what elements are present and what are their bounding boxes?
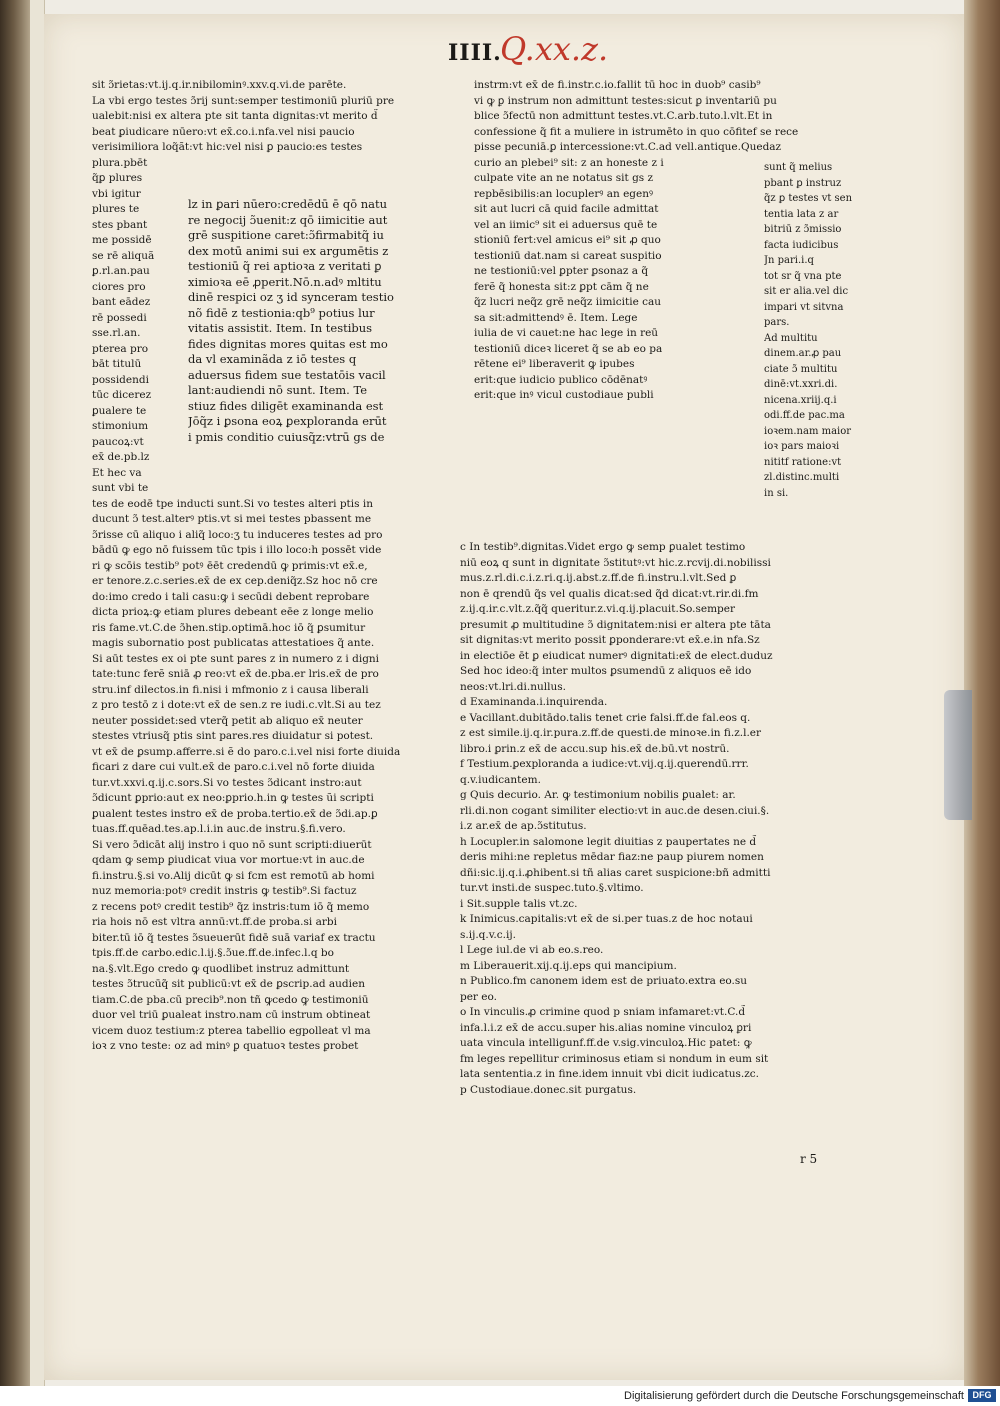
- left-column-line: paucoꝝ:vt: [92, 435, 144, 448]
- center-text-line: grē suspitione caret:ɔ̃firmabitq̃ iu: [188, 228, 384, 242]
- gloss-line: neos:vt.lri.di.nullus.: [460, 680, 566, 693]
- gloss-line: sit dignitas:vt merito possit ꝑponderare:vt ex̄.e.in nfa.Sz: [460, 634, 760, 646]
- gloss-line: z est simile.ij.q.ir.pura.z.ff.de questi.de minoꝛe.in fi.z.l.er: [460, 727, 762, 739]
- left-column-line: pterea pro: [92, 342, 149, 355]
- dfg-logo: DFG: [968, 1389, 996, 1402]
- left-column-line: La vbi ergo testes ɔ̃rij sunt:semper testimoniū pluriū pre: [92, 94, 395, 107]
- center-text-line: fides dignitas mores ꝗuitas est mo: [188, 336, 388, 351]
- left-column-line: ria hois nō est vltra annū:vt.ff.de proba.si arbi: [92, 916, 337, 928]
- margin-gloss-line: impari vt sitvna: [764, 301, 844, 313]
- gloss-line: niū eoꝝ q sunt in dignitate ɔ̃stitutꝰ:vt hic.z.rcvij.di.nobilissi: [460, 556, 771, 569]
- left-column-line: ducunt ɔ̃ test.alterꝰ ptis.vt si mei testes pbassent me: [92, 513, 372, 525]
- gloss-line: libro.i ꝑrin.z ex̄ de accu.sup his.ex̄ de.bū.vt nostrū.: [460, 742, 730, 755]
- gloss-line: n Publico.fm canonem idem est de priuato.extra eo.su: [460, 975, 748, 987]
- left-column-line: do:imo credo i tali casu:ꝙ i secūdi debent reprobare: [92, 590, 370, 603]
- center-text-line: aduersus fidem sue testatōis vacil: [188, 367, 386, 382]
- right-text-line: sa sit:admittendꝰ ē. Item. Lege: [474, 311, 638, 324]
- center-text-line: lant:audiendi nō sunt. Item. Te: [188, 383, 368, 397]
- gloss-line: m Liberauerit.xij.q.ij.eps qui mancipium.: [460, 959, 677, 972]
- left-column-line: bādū ꝙ ego nō fuissem tūc tpis i illo loco:h possēt vide: [92, 544, 382, 556]
- left-column-line: neuter possidet:sed vterq̃ petit ab aliquo ex̄ neuter: [92, 714, 363, 727]
- right-text-line: stioniū fert:vel amicus ei⁹ sit ꝓ quo: [474, 234, 661, 246]
- left-column-line: biter.tū iō q̃ testes ɔ̃sueuerūt fidē suā variaf ex tractu: [92, 931, 376, 944]
- left-column-line: beat ꝑiudicare nūero:vt ex̄.co.i.nfa.vel nisi paucio: [92, 125, 355, 138]
- right-text-line: pisse pecuniā.ꝑ intercessione:vt.C.ad vell.antique.Quedaz: [474, 141, 782, 153]
- center-text-line: testioniū q̃ rei aptioꝛa z veritati ꝑ: [188, 259, 382, 273]
- right-text-line: erit:que iudicio publico cōdēnatꝰ: [474, 373, 648, 386]
- left-column-line: ɔ̃dicunt ꝑprio:aut ex neo:ꝑprio.h.in ꝙ testes ũi scripti: [92, 792, 374, 804]
- right-text-line: rētene ei⁹ liberaverit ꝙ ipubes: [474, 358, 635, 370]
- center-text-line: i pmis conditio cuiusq̃z:vtrū gs de: [188, 429, 385, 444]
- right-text-line: curio an plebei⁹ sit: z an honeste z i: [474, 156, 664, 169]
- left-column-line: Et hec va: [92, 466, 142, 479]
- left-column-line: me possidē: [92, 234, 152, 246]
- left-column-line: tur.vt.xxvi.q.ij.c.sors.Si vo testes ɔ̃dicant instro:aut: [92, 776, 362, 789]
- left-column-line: se rē aliquã: [92, 249, 155, 262]
- margin-gloss-line: sit er alia.vel dic: [764, 286, 849, 297]
- margin-gloss-line: in si.: [764, 487, 789, 499]
- right-text-line: culpate vite an ne notatus sit gs z: [474, 172, 654, 184]
- margin-gloss-line: dinē:vt.xxri.di.: [764, 379, 838, 390]
- left-column-line: plures te: [92, 203, 140, 215]
- quire-heading: Q.xx.z.: [500, 30, 609, 68]
- gloss-line: uata vincula intelligunf.ff.de v.sig.vinculoꝝ.Hic patet: ꝙ: [460, 1037, 752, 1049]
- left-column-line: possidendi: [92, 373, 149, 386]
- left-column-line: tiam.C.de pba.cū precib⁹.non tñ ꝙcedo ꝙ testimoniū: [92, 993, 369, 1006]
- left-column-line: sunt vbi te: [92, 482, 149, 494]
- left-column-line: nuz memoria:potꝰ credit instris ꝙ testib⁹.Si factuz: [92, 885, 357, 897]
- gloss-line: dñi:sic.ij.q.i.ꝓhibent.si tñ alias caret suspicione:bñ admitti: [460, 866, 771, 879]
- left-column-line: qdam ꝙ semp ꝑiudicat viua vor mortue:vt in auc.de: [92, 854, 365, 866]
- left-column-line: bāt titulū: [92, 358, 142, 370]
- left-column-line: tūc dicerez: [92, 389, 152, 401]
- margin-gloss-line: pars.: [764, 317, 790, 328]
- left-column-line: sit ɔ̃rietas:vt.ij.q.ir.nibilominꝰ.xxv.q.vi.de parēte.: [92, 79, 347, 91]
- gloss-line: presumit ꝓ multitudine ɔ̃ dignitatem:nisi er altera pte tāta: [460, 618, 771, 631]
- left-column-line: ꝑualent testes instro ex̄ de proba.tertio.ex̄ de ɔ̃di.ap.ꝑ: [92, 807, 378, 820]
- gloss-line: z.ij.q.ir.c.vlt.z.q̃q̃ queritur.z.vi.q.ij.placuit.So.semper: [460, 603, 736, 615]
- center-text-line: vitatis assistit. Item. In testibus: [188, 321, 373, 335]
- gloss-line: o In vinculis.ꝓ crimine quod p sniam infamaret:vt.C.d̃: [460, 1006, 746, 1018]
- gloss-line: f Testium.ꝑexploranda a iudice:vt.vij.q.ij.querendū.rrr.: [460, 758, 749, 770]
- left-column-line: stes pbant: [92, 218, 148, 231]
- center-text-line: da vl examinãda z iō testes q: [188, 352, 357, 366]
- left-column-line: verisimiliora loq̃ãt:vt hic:vel nisi ꝑ paucio:es testes: [92, 141, 363, 153]
- right-text-line: iulia de vi cauet:ne hac lege in reū: [474, 327, 659, 339]
- signature-mark: r 5: [800, 1152, 818, 1166]
- right-text-line: confessione q̃ fit a muliere in istrumēto in quo cōfitef se rece: [474, 125, 799, 138]
- left-column-line: bant eādez: [92, 296, 151, 308]
- gloss-line: h Locupler.in salomone legit diuitias z paupertates ne d̃: [460, 835, 757, 848]
- footer-credit: Digitalisierung gefördert durch die Deutsche Forschungsgemeinschaft: [624, 1390, 964, 1402]
- left-column-line: ciores pro: [92, 280, 146, 293]
- left-column-line: stestes vtriusq̃ ptis sint pares.res diuidatur si potest.: [92, 730, 374, 742]
- left-column-line: vt ex̄ de ꝑsump.afferre.si ẽ do paro.c.i.vel nisi forte diuida: [92, 745, 401, 758]
- center-text-line: lz in ꝑari nūero:credēdū ē qō natu: [188, 197, 388, 211]
- left-column-line: q̃ꝑ plures: [92, 172, 143, 184]
- left-column-line: er tenore.z.c.series.ex̄ de ex cep.deniq̃z.Sz hoc nō cre: [92, 575, 378, 587]
- left-column-line: stru.inf dilectos.in fi.nisi i mfmonio z i causa liberali: [92, 683, 369, 696]
- left-column-line: ris fame.vt.C.de ɔ̃hen.stip.optimā.hoc iō q̃ ꝑsumitur: [92, 621, 366, 634]
- margin-gloss-line: facta iudicibus: [764, 239, 839, 251]
- left-column-line: plura.pbēt: [92, 156, 148, 169]
- left-column-line: na.§.vlt.Ego credo ꝙ quodlibet instruz admittunt: [92, 962, 350, 975]
- left-column-line: testes ɔ̃trucūq̃ sit publicū:vt ex̄ de ꝑscrip.ad audien: [92, 978, 365, 990]
- book-binding: [0, 0, 30, 1386]
- folio-number: IIII.: [448, 40, 502, 66]
- right-text-line: testioniū dat.nam si careat suspitio: [474, 249, 662, 262]
- margin-gloss-line: bitriū z ɔ̃missio: [764, 224, 842, 235]
- right-text-line: testioniū diceꝛ liceret q̃ se ab eo pa: [474, 342, 663, 355]
- gloss-line: i.z ar.ex̄ de ap.ɔ̃stitutus.: [460, 820, 587, 832]
- center-text-line: dex motū animi sui ex argumētis z: [188, 243, 389, 258]
- gloss-line: g Quis decurio. Ar. ꝙ testimonium nobilis ꝑualet: ar.: [460, 789, 736, 801]
- center-text-line: stiuz fides diligēt examinanda est: [188, 398, 384, 413]
- left-column-line: stimonium: [92, 420, 149, 432]
- gloss-line: in electiōe ēt ꝑ eiudicat numerꝰ dignitati:ex̄ de elect.duduz: [460, 649, 773, 662]
- gloss-line: infa.l.i.z ex̄ de accu.super his.alias nomine vinculoꝝ ꝑri: [460, 1021, 752, 1034]
- left-column-line: magis subornatio post publicatas attestatioes q̃ ante.: [92, 637, 375, 649]
- gloss-line: mus.z.rl.di.c.i.z.ri.q.ij.abst.z.ff.de fi.instru.l.vlt.Sed ꝑ: [460, 572, 737, 584]
- margin-gloss-line: Jn pari.i.q: [764, 255, 814, 266]
- gloss-line: lata sententia.z in fine.idem innuit vbi dicit iudicatus.zc.: [460, 1068, 759, 1080]
- center-text-line: Jōq̃z i ꝑsona eoꝝ ꝑexploranda erūt: [188, 414, 387, 428]
- right-text-line: vi ꝙ ꝑ instrum non admittunt testes:sicut ꝑ inventariū pu: [474, 94, 777, 107]
- left-column-line: tate:tunc ferẽ sniā ꝓ reo:vt ex̄ de.pba.er lris.ex̄ de pro: [92, 668, 379, 680]
- left-column-line: vicem duoz testium:z pterea tabellio egpolleat vl ma: [92, 1024, 371, 1037]
- left-column-line: tpis.ff.de carbo.edic.l.ij.§.ɔ̃ue.ff.de.infec.l.q bo: [92, 947, 334, 959]
- margin-gloss-line: pbant ꝑ instruz: [764, 177, 842, 189]
- left-column-line: ri ꝙ scōis testib⁹ potꝰ ēēt credendū ꝙ primis:vt ex̄.e,: [92, 559, 368, 572]
- gloss-line: Sed hoc ideo:q̃ inter multos ꝑsumendū z aliquos eē ido: [460, 665, 752, 677]
- previous-page-edge: [30, 0, 45, 1386]
- left-column-line: ꝑualere te: [92, 404, 147, 417]
- gloss-line: tur.vt insti.de suspec.tuto.§.vltimo.: [460, 882, 644, 894]
- left-column-line: ꝑ.rl.an.pau: [92, 265, 150, 277]
- gloss-line: p Custodiaue.donec.sit purgatus.: [460, 1083, 637, 1096]
- center-text-line: re negocij ɔ̃uenit:z qō iimicitie aut: [188, 212, 388, 227]
- right-text-line: q̃z lucri neq̃z grē neq̃z iimicitie cau: [474, 296, 662, 308]
- left-column-line: Si aūt testes ex oi pte sunt pares z in numero z i digni: [92, 652, 380, 665]
- right-text-line: instrm:vt ex̄ de fi.instr.c.io.fallit tū hoc in duob⁹ casib⁹: [474, 79, 761, 91]
- center-text-line: ximioꝛa eē ꝓperit.Nō.n.adꝰ mltitu: [188, 274, 382, 289]
- left-column-line: vbi igitur: [92, 187, 141, 200]
- left-column-line: ɔ̃risse cū aliquo i aliq̃ loco:ʒ tu induceres testes ad pro: [92, 528, 383, 541]
- margin-gloss-line: dinem.ar.ꝓ pau: [764, 348, 842, 359]
- center-text-line: dinē respici oz ʒ id synceram testio: [188, 290, 394, 304]
- right-text-line: ferẽ q̃ honesta sit:z ꝑpt cām q̃ ne: [474, 280, 649, 293]
- right-text-line: repbēsibilis:an locuplerꝰ an egenꝰ: [474, 187, 653, 200]
- margin-gloss-line: odi.ff.de pac.ma: [764, 410, 845, 421]
- left-column-line: ualebit:nisi ex altera pte sit tanta dignitas:vt merito d̃: [92, 110, 378, 122]
- left-column-line: rē possedi: [92, 311, 147, 324]
- gloss-line: non ē qrendū q̃s vel qualis dicat:sed q̃d dicat:vt.rir.di.fm: [460, 587, 759, 600]
- margin-gloss-line: ioꝛem.nam maior: [764, 425, 852, 437]
- gloss-line: s.ij.q.v.c.ij.: [460, 928, 516, 941]
- margin-gloss-line: tentia lata z ar: [764, 208, 839, 220]
- margin-gloss-line: q̃z ꝑ testes vt sen: [764, 193, 853, 204]
- center-text-line: nõ fidē z testionia:qb⁹ potius lur: [188, 305, 375, 320]
- glosses-block: [460, 540, 880, 1160]
- left-column-line: ex̄ de.pb.lz: [92, 451, 150, 463]
- right-text-line: ne testioniū:vel ꝑpter ꝑsonaz a q̃: [474, 265, 649, 277]
- right-text-block: [474, 78, 804, 508]
- left-column-line: z pro testō z i dote:vt ex̄ de sen.z re iudi.c.vlt.Si au tez: [92, 699, 381, 711]
- gloss-line: per eo.: [460, 990, 497, 1003]
- margin-gloss-line: ciate ɔ̃ multitu: [764, 363, 838, 375]
- clip-marker: [944, 690, 972, 820]
- gloss-line: c In testib⁹.dignitas.Videt ergo ꝙ semp ꝑualet testimo: [460, 541, 746, 553]
- center-text-block: [188, 196, 450, 496]
- margin-gloss-line: zl.distinc.multi: [764, 472, 840, 483]
- gloss-line: rli.di.non cogant similiter electio:vt in auc.de desen.ciui.§.: [460, 804, 770, 817]
- left-column-line: z recens potꝰ credit testib⁹ q̃z instris:tum iō q̃ memo: [92, 900, 370, 913]
- margin-gloss-line: tot sr q̃ vna pte: [764, 270, 842, 282]
- left-column-line: duor vel triū ꝑualeat instro.nam cū instrum obtineat: [92, 1009, 371, 1021]
- right-text-line: blice ɔ̃fectū non admittunt testes.vt.C.arb.tuto.l.vlt.Et in: [474, 110, 773, 122]
- left-column-line: tuas.ff.quēad.tes.ap.l.i.in auc.de instru.§.fi.vero.: [92, 823, 346, 835]
- margin-gloss-line: sunt q̃ melius: [764, 162, 833, 173]
- right-margin-gloss: [764, 160, 874, 540]
- right-text-line: vel an iimic⁹ sit ei aduersus quē te: [474, 218, 658, 231]
- right-text-line: sit aut lucri cā quid facile admittat: [474, 203, 659, 215]
- gloss-line: deris mihi:ne repletus mēdar fiaz:ne paup piurem nomen: [460, 851, 764, 863]
- margin-gloss-line: nicena.xriij.q.i: [764, 394, 837, 406]
- gloss-line: i Sit.supple talis vt.zc.: [460, 897, 578, 910]
- margin-gloss-line: ioꝛ pars maioꝛi: [764, 441, 840, 452]
- margin-gloss-line: Ad multitu: [764, 332, 818, 344]
- gloss-line: e Vacillant.dubitādo.talis tenet crie falsi.ff.de fal.eos q.: [460, 711, 751, 724]
- left-column-line: fi.instru.§.si vo.Alij dicūt ꝙ si fcm est remotū ab homi: [92, 869, 375, 882]
- gloss-line: k Inimicus.capitalis:vt ex̄ de si.per tuas.z de hoc notaui: [460, 913, 753, 925]
- margin-gloss-line: nititf ratione:vt: [764, 456, 842, 468]
- right-text-line: erit:que inꝰ vicul custodiaue publi: [474, 389, 654, 401]
- gloss-line: d Examinanda.i.inquirenda.: [460, 696, 608, 708]
- left-column-line: tes de eodē tpe inducti sunt.Si vo testes alteri ptis in: [92, 497, 373, 510]
- left-column-line: ficari z dare cui vult.ex̄ de paro.c.i.vel nō forte diuida: [92, 761, 375, 773]
- gloss-line: fm leges repellitur criminosus etiam si nondum in eum sit: [460, 1052, 769, 1065]
- left-column-line: sse.rl.an.: [92, 327, 141, 339]
- footer-bar: [0, 1386, 1000, 1406]
- gloss-line: l Lege iul.de vi ab eo.s.reo.: [460, 944, 604, 956]
- gloss-line: q.v.iudicantem.: [460, 773, 541, 786]
- left-column-line: ioꝛ z vno teste: oz ad minꝰ ꝑ quatuoꝛ testes ꝑrobet: [92, 1040, 359, 1052]
- left-column-line: Si vero ɔ̃dicāt alij instro i quo nō sunt scripti:diuerūt: [92, 838, 372, 851]
- left-column-line: dicta prioꝝ:ꝙ etiam plures debeant eēe z longe melio: [92, 606, 374, 618]
